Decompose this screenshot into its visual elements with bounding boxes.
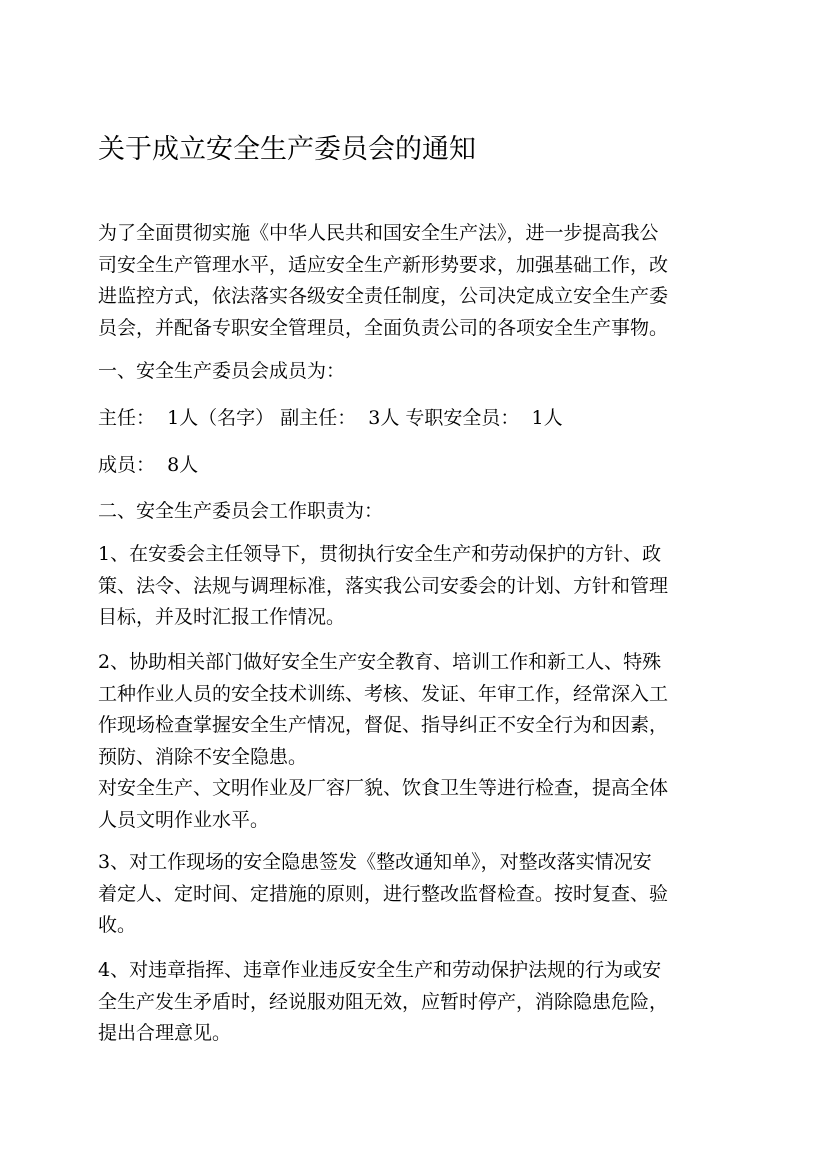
- section1-heading: 一、安全生产委员会成员为：: [98, 360, 346, 382]
- text-line: 司安全生产管理水平，适应安全生产新形势要求，加强基础工作，改: [98, 253, 669, 276]
- text-line: 工种作业人员的安全技术训练、考核、发证、年审工作，经常深入工: [98, 682, 669, 705]
- members-count-line: 成员： 8人: [98, 454, 199, 476]
- document-title: 关于成立安全生产委员会的通知: [98, 134, 476, 165]
- section2-heading: 二、安全生产委员会工作职责为：: [98, 500, 384, 522]
- text-line: 全生产发生矛盾时，经说服劝阻无效，应暂时停产，消除隐患危险，: [98, 990, 669, 1013]
- text-line: 1、在安委会主任领导下，贯彻执行安全生产和劳动保护的方针、政: [98, 543, 662, 565]
- text-line: 3、对工作现场的安全隐患签发《整改通知单》，对整改落实情况安: [98, 851, 652, 873]
- duty-4-paragraph: [98, 955, 728, 1050]
- text-line: 收。: [98, 914, 137, 936]
- text-line: 4、对违章指挥、违章作业违反安全生产和劳动保护法规的行为或安: [98, 959, 662, 981]
- intro-paragraph: [98, 218, 728, 344]
- duty-3-paragraph: [98, 847, 728, 942]
- text-line: 员会，并配备专职安全管理员，全面负责公司的各项安全生产事物。: [98, 316, 669, 339]
- members-line: 主任： 1人（名字） 副主任： 3人 专职安全员： 1人: [98, 407, 563, 429]
- text-line: 2、协助相关部门做好安全生产安全教育、培训工作和新工人、特殊: [98, 651, 662, 673]
- duty-1-paragraph: [98, 539, 728, 634]
- text-line: 进监控方式，依法落实各级安全责任制度，公司决定成立安全生产委: [98, 285, 669, 307]
- text-line: 着定人、定时间、定措施的原则，进行整改监督检查。按时复查、验: [98, 882, 669, 905]
- text-line: 对安全生产、文明作业及厂容厂貌、饮食卫生等进行检查，提高全体: [98, 777, 669, 799]
- text-line: 为了全面贯彻实施《中华人民共和国安全生产法》，进一步提高我公: [98, 222, 659, 244]
- duty-2-paragraph: [98, 647, 728, 836]
- text-line: 策、法令、法规与调理标准，落实我公司安委会的计划、方针和管理: [98, 574, 669, 597]
- text-line: 目标，并及时汇报工作情况。: [98, 606, 346, 628]
- text-line: 作现场检查掌握安全生产情况，督促、指导纠正不安全行为和因素，: [98, 714, 669, 736]
- text-line: 人员文明作业水平。: [98, 808, 270, 831]
- text-line: 提出合理意见。: [98, 1022, 232, 1044]
- text-line: 预防、消除不安全隐患。: [98, 745, 308, 768]
